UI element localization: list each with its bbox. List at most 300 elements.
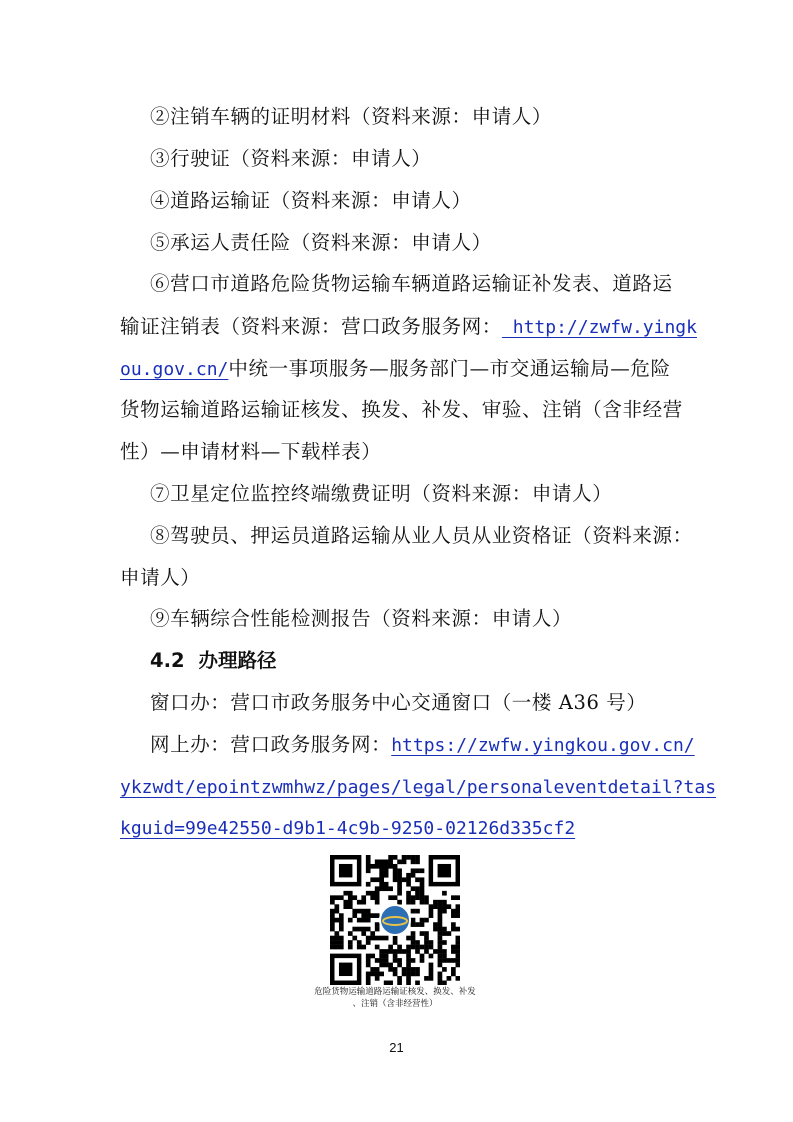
qr-module xyxy=(411,967,416,972)
qr-module xyxy=(370,967,375,972)
qr-module xyxy=(415,981,420,985)
qr-module xyxy=(393,949,398,954)
qr-module xyxy=(330,927,335,932)
qr-module xyxy=(397,900,402,905)
qr-module xyxy=(379,868,384,873)
qr-module xyxy=(370,972,375,977)
qr-module xyxy=(393,873,398,878)
qr-module xyxy=(366,891,371,896)
qr-module xyxy=(442,949,447,954)
qr-module xyxy=(451,922,456,927)
qr-module xyxy=(343,900,348,905)
qr-module xyxy=(402,877,407,882)
qr-module xyxy=(334,904,339,909)
qr-module xyxy=(424,895,429,900)
qr-module xyxy=(388,945,393,950)
qr-module xyxy=(397,958,402,963)
qr-module xyxy=(366,855,371,860)
qr-module xyxy=(442,954,447,959)
qr-module xyxy=(348,891,353,896)
qr-module xyxy=(411,909,416,914)
qr-module xyxy=(433,904,438,909)
qr-module xyxy=(352,927,357,932)
qr-module xyxy=(388,895,393,900)
qr-module xyxy=(456,927,460,932)
qr-module xyxy=(438,922,443,927)
qr-module xyxy=(451,958,456,963)
online-office-line xyxy=(150,732,695,759)
material-item-7: ⑦卫星定位监控终端缴费证明（资料来源：申请人） xyxy=(150,482,613,505)
qr-module xyxy=(339,963,352,976)
qr-module xyxy=(339,895,344,900)
qr-module xyxy=(415,909,420,914)
qr-module xyxy=(442,900,447,905)
qr-module xyxy=(456,909,460,914)
qr-module xyxy=(397,891,402,896)
qr-code xyxy=(330,855,460,985)
qr-module xyxy=(370,864,375,869)
qr-module xyxy=(442,967,447,972)
qr-module xyxy=(343,891,348,896)
qr-module xyxy=(352,913,357,918)
qr-module xyxy=(379,949,384,954)
zwfw-link-part-1[interactable]: http://zwfw.yingk xyxy=(501,317,697,338)
qr-module xyxy=(352,936,357,941)
qr-module xyxy=(375,936,380,941)
qr-module xyxy=(438,909,443,914)
qr-module xyxy=(438,954,443,959)
qr-module xyxy=(429,967,434,972)
qr-module xyxy=(411,945,416,950)
qr-module xyxy=(384,859,389,864)
qr-module xyxy=(406,981,411,985)
qr-module xyxy=(438,913,443,918)
qr-module xyxy=(357,909,362,914)
qr-module xyxy=(415,945,420,950)
qr-module xyxy=(442,931,447,936)
qr-module xyxy=(456,904,460,909)
qr-module xyxy=(379,886,384,891)
qr-module xyxy=(370,895,375,900)
online-url-line-3-wrap xyxy=(120,815,575,842)
material-item-3: ③行驶证（资料来源：申请人） xyxy=(150,147,432,170)
qr-module xyxy=(402,972,407,977)
material-item-6-line-5: 性）—申请材料—下载样表） xyxy=(120,440,382,463)
qr-module xyxy=(366,864,371,869)
qr-module xyxy=(415,922,420,927)
qr-module xyxy=(415,967,420,972)
qr-module xyxy=(361,913,366,918)
qr-module xyxy=(415,895,420,900)
qr-module xyxy=(348,918,353,923)
qr-module xyxy=(420,958,425,963)
qr-module xyxy=(451,945,456,950)
qr-module xyxy=(379,972,384,977)
qr-module xyxy=(379,958,384,963)
qr-module xyxy=(438,958,443,963)
qr-module xyxy=(411,855,416,860)
qr-module xyxy=(388,864,393,869)
qr-module xyxy=(456,954,460,959)
qr-module xyxy=(375,972,380,977)
qr-module xyxy=(397,981,402,985)
qr-module xyxy=(442,909,447,914)
zwfw-link-part-2[interactable]: ou.gov.cn/ xyxy=(120,359,229,380)
qr-module xyxy=(429,945,434,950)
qr-module xyxy=(429,940,434,945)
qr-module xyxy=(406,954,411,959)
qr-module xyxy=(330,913,335,918)
qr-module xyxy=(388,967,393,972)
online-url-line-2[interactable]: ykzwdt/epointzwmhwz/pages/legal/personaleventdetail?tas xyxy=(120,777,717,798)
qr-module xyxy=(357,918,362,923)
qr-module xyxy=(397,945,402,950)
material-item-6-line-3 xyxy=(120,356,671,383)
qr-module xyxy=(456,913,460,918)
qr-module xyxy=(366,918,371,923)
qr-module xyxy=(366,981,371,985)
qr-module xyxy=(384,864,389,869)
qr-module xyxy=(388,949,393,954)
page-number: 21 xyxy=(389,1040,404,1055)
qr-caption-line-1: 危险货物运输道路运输证核发、换发、补发 xyxy=(314,987,476,997)
qr-module xyxy=(433,927,438,932)
material-item-6-line-2 xyxy=(120,314,697,341)
qr-module xyxy=(424,936,429,941)
qr-code-graphic xyxy=(330,855,460,985)
qr-module xyxy=(451,927,456,932)
qr-module xyxy=(366,909,371,914)
qr-module xyxy=(348,940,353,945)
qr-module xyxy=(388,859,393,864)
qr-module xyxy=(451,895,456,900)
qr-module xyxy=(366,963,371,968)
qr-module xyxy=(330,940,335,945)
online-office-label: 网上办：营口政务服务网： xyxy=(150,733,392,756)
qr-module xyxy=(415,972,420,977)
qr-module xyxy=(438,945,443,950)
qr-module xyxy=(366,958,371,963)
qr-module xyxy=(393,855,398,860)
qr-module xyxy=(397,873,402,878)
qr-module xyxy=(433,922,438,927)
qr-module xyxy=(406,972,411,977)
qr-module xyxy=(375,958,380,963)
qr-module xyxy=(339,936,344,941)
material-item-5: ⑤承运人责任险（资料来源：申请人） xyxy=(150,231,492,254)
qr-module xyxy=(433,900,438,905)
qr-module xyxy=(330,945,335,950)
qr-module xyxy=(424,945,429,950)
qr-module xyxy=(348,931,353,936)
qr-module xyxy=(361,927,366,932)
material-item-6-line-4: 货物运输道路运输证核发、换发、补发、审验、注销（含非经营 xyxy=(120,398,683,421)
qr-module xyxy=(384,882,389,887)
qr-module xyxy=(339,913,344,918)
online-url-line-1[interactable]: https://zwfw.yingkou.gov.cn/ xyxy=(391,735,695,756)
qr-module xyxy=(384,873,389,878)
qr-module xyxy=(429,904,434,909)
qr-module xyxy=(402,855,407,860)
qr-module xyxy=(334,918,339,923)
qr-module xyxy=(384,936,389,941)
qr-module xyxy=(415,859,420,864)
qr-module xyxy=(420,922,425,927)
qr-module xyxy=(406,891,411,896)
material-item-6-path: 中统一事项服务—服务部门—市交通运输局—危险 xyxy=(228,357,671,380)
qr-module xyxy=(375,859,380,864)
qr-module xyxy=(375,891,380,896)
qr-module xyxy=(361,945,366,950)
qr-module xyxy=(339,864,352,877)
qr-module xyxy=(397,859,402,864)
qr-module xyxy=(442,958,447,963)
qr-module xyxy=(357,945,362,950)
qr-module xyxy=(411,895,416,900)
qr-module xyxy=(420,918,425,923)
qr-module xyxy=(339,927,344,932)
qr-module xyxy=(375,967,380,972)
qr-module xyxy=(424,940,429,945)
qr-module xyxy=(406,873,411,878)
qr-module xyxy=(420,954,425,959)
qr-module xyxy=(406,949,411,954)
qr-module xyxy=(406,967,411,972)
section-title: 办理路径 xyxy=(198,649,277,672)
qr-module xyxy=(330,895,335,900)
qr-module xyxy=(397,877,402,882)
qr-module xyxy=(406,900,411,905)
qr-module xyxy=(406,963,411,968)
qr-module xyxy=(406,958,411,963)
qr-module xyxy=(384,963,389,968)
qr-module xyxy=(375,877,380,882)
qr-module xyxy=(370,877,375,882)
window-office-line: 窗口办：营口市政务服务中心交通窗口（一楼 A36 号） xyxy=(150,691,647,714)
qr-module xyxy=(438,931,443,936)
qr-module xyxy=(438,936,443,941)
qr-module xyxy=(420,877,425,882)
qr-module xyxy=(456,958,460,963)
qr-module xyxy=(393,936,398,941)
qr-module xyxy=(366,936,371,941)
qr-module xyxy=(361,918,366,923)
qr-module xyxy=(375,900,380,905)
qr-module xyxy=(357,900,362,905)
qr-module xyxy=(424,949,429,954)
qr-module xyxy=(334,936,339,941)
qr-module xyxy=(379,963,384,968)
qr-module xyxy=(429,972,434,977)
qr-module xyxy=(352,895,357,900)
qr-module xyxy=(348,900,353,905)
qr-module xyxy=(415,855,420,860)
qr-module xyxy=(402,949,407,954)
qr-module xyxy=(406,855,411,860)
qr-module xyxy=(357,927,362,932)
qr-module xyxy=(330,918,335,923)
qr-module xyxy=(456,940,460,945)
qr-module xyxy=(456,963,460,968)
qr-module xyxy=(339,945,344,950)
qr-module xyxy=(348,895,353,900)
qr-caption-line-2: 、注销（含非经营性） xyxy=(352,999,438,1009)
qr-module xyxy=(352,909,357,914)
qr-module xyxy=(456,895,460,900)
qr-module xyxy=(348,945,353,950)
qr-module xyxy=(442,981,447,985)
qr-module xyxy=(397,886,402,891)
qr-module xyxy=(379,877,384,882)
qr-module xyxy=(361,895,366,900)
qr-module xyxy=(415,891,420,896)
qr-module xyxy=(433,949,438,954)
qr-module xyxy=(366,976,371,981)
qr-module xyxy=(411,922,416,927)
qr-module xyxy=(397,868,402,873)
qr-module xyxy=(411,859,416,864)
qr-module xyxy=(334,945,339,950)
qr-module xyxy=(429,954,434,959)
qr-module xyxy=(406,882,411,887)
qr-module xyxy=(379,864,384,869)
qr-module xyxy=(348,904,353,909)
qr-module xyxy=(442,940,447,945)
qr-module xyxy=(429,909,434,914)
qr-module xyxy=(366,859,371,864)
online-url-line-2-wrap xyxy=(120,774,716,801)
qr-module xyxy=(339,922,344,927)
qr-module xyxy=(406,936,411,941)
qr-module xyxy=(375,895,380,900)
qr-module xyxy=(406,976,411,981)
qr-module xyxy=(406,895,411,900)
qr-module xyxy=(384,868,389,873)
material-item-8-line-1: ⑧驾驶员、押运员道路运输从业人员从业资格证（资料来源： xyxy=(150,524,693,547)
qr-module xyxy=(456,976,460,981)
qr-module xyxy=(415,868,420,873)
qr-module xyxy=(420,931,425,936)
qr-module xyxy=(366,927,371,932)
qr-module xyxy=(366,940,371,945)
qr-module xyxy=(370,931,375,936)
qr-module xyxy=(442,904,447,909)
qr-module xyxy=(339,940,344,945)
qr-module xyxy=(384,886,389,891)
qr-module xyxy=(379,882,384,887)
qr-module xyxy=(438,976,443,981)
qr-module xyxy=(411,900,416,905)
qr-module xyxy=(420,945,425,950)
qr-module xyxy=(424,900,429,905)
qr-module xyxy=(366,972,371,977)
qr-module xyxy=(451,949,456,954)
qr-module xyxy=(420,895,425,900)
online-url-line-3[interactable]: kguid=99e42550-d9b1-4c9b-9250-02126d335cf2 xyxy=(120,818,576,839)
qr-module xyxy=(429,913,434,918)
qr-module xyxy=(402,967,407,972)
qr-module xyxy=(442,891,447,896)
qr-module xyxy=(438,904,443,909)
qr-module xyxy=(379,954,384,959)
qr-module xyxy=(370,936,375,941)
qr-module xyxy=(388,886,393,891)
qr-module xyxy=(451,967,456,972)
qr-module xyxy=(402,859,407,864)
qr-module xyxy=(388,981,393,985)
qr-module xyxy=(456,945,460,950)
qr-module xyxy=(388,855,393,860)
qr-module xyxy=(456,936,460,941)
qr-module xyxy=(438,981,443,985)
material-item-2: ②注销车辆的证明材料（资料来源：申请人） xyxy=(150,105,553,128)
qr-module xyxy=(451,913,456,918)
qr-module xyxy=(375,886,380,891)
section-heading xyxy=(150,648,277,674)
qr-module xyxy=(393,967,398,972)
material-item-9: ⑨车辆综合性能检测报告（资料来源：申请人） xyxy=(150,607,573,630)
qr-module xyxy=(366,868,371,873)
qr-module xyxy=(415,877,420,882)
qr-module xyxy=(375,976,380,981)
qr-module xyxy=(375,864,380,869)
qr-module xyxy=(334,940,339,945)
qr-module xyxy=(411,873,416,878)
qr-module xyxy=(393,895,398,900)
qr-module xyxy=(447,976,452,981)
qr-module xyxy=(420,868,425,873)
qr-module xyxy=(330,936,335,941)
qr-module xyxy=(384,958,389,963)
qr-module xyxy=(370,891,375,896)
qr-module xyxy=(384,981,389,985)
qr-module xyxy=(343,904,348,909)
qr-module xyxy=(393,864,398,869)
qr-module xyxy=(438,927,443,932)
qr-module xyxy=(375,922,380,927)
qr-module xyxy=(334,909,339,914)
qr-module xyxy=(397,949,402,954)
qr-module xyxy=(451,972,456,977)
qr-module xyxy=(438,949,443,954)
qr-module xyxy=(379,936,384,941)
qr-module xyxy=(366,882,371,887)
qr-module xyxy=(429,963,434,968)
qr-module xyxy=(420,891,425,896)
qr-module xyxy=(424,976,429,981)
qr-module xyxy=(415,949,420,954)
qr-module xyxy=(442,927,447,932)
qr-module xyxy=(361,909,366,914)
qr-module xyxy=(366,954,371,959)
qr-module xyxy=(438,918,443,923)
qr-module xyxy=(375,945,380,950)
qr-module xyxy=(438,963,443,968)
qr-module xyxy=(366,913,371,918)
qr-module xyxy=(379,873,384,878)
qr-module xyxy=(379,859,384,864)
qr-module xyxy=(393,954,398,959)
qr-module xyxy=(438,864,451,877)
qr-module xyxy=(357,940,362,945)
qr-module xyxy=(375,913,380,918)
qr-module xyxy=(411,972,416,977)
material-item-8-line-2: 申请人） xyxy=(120,566,201,589)
qr-module xyxy=(420,882,425,887)
section-number: 4.2 xyxy=(150,649,185,672)
qr-module xyxy=(420,900,425,905)
qr-module xyxy=(370,913,375,918)
